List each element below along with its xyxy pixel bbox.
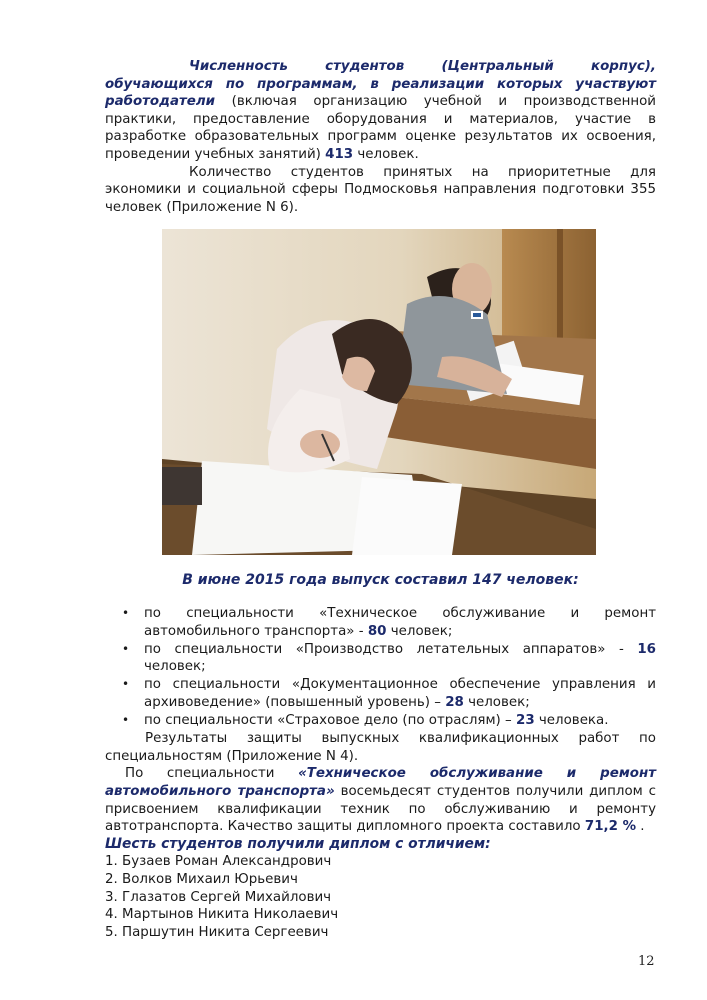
list-item: 4. Мартынов Никита Николаевич bbox=[105, 907, 339, 923]
bullet-suffix: человек; bbox=[386, 623, 453, 639]
intro-paragraph-2: Количество студентов принятых на приоритетные для экономики и социальной сферы Подмосковья направления подготовки 355 человек (Приложение N 6). bbox=[105, 164, 656, 215]
page-number: 12 bbox=[638, 954, 655, 969]
quality-value: 71,2 % bbox=[584, 819, 637, 835]
results-paragraph: Результаты защиты выпускных квалификационных работ по специальностям (Приложение N 4). bbox=[105, 731, 656, 764]
list-item: 2. Волков Михаил Юрьевич bbox=[105, 871, 298, 887]
bullet-icon: • bbox=[122, 606, 130, 620]
intro-lead: Численность студентов (Центральный корпус), обучающихся по программам, в реализации которых участвуют работодатели bbox=[105, 59, 656, 110]
bullet-count: 28 bbox=[445, 694, 464, 710]
graduation-heading: В июне 2015 года выпуск составил 147 человек: bbox=[182, 572, 579, 588]
list-item: 3. Глазатов Сергей Михайлович bbox=[105, 889, 332, 905]
bullet-suffix: человека. bbox=[534, 713, 609, 729]
list-item: 1. Бузаев Роман Александрович bbox=[105, 854, 332, 870]
bullet-text: по специальности «Производство летательных аппаратов» - bbox=[144, 641, 638, 657]
intro-rest: (включая организацию учебной и производственной практики, предоставление оборудования и материалов, участие в разработке образовательных программ оценке результатов их освоения, проведении учебных занятий) bbox=[105, 94, 656, 162]
list-item bbox=[105, 605, 656, 640]
honors-heading: Шесть студентов получили диплом с отличием: bbox=[105, 835, 491, 852]
graduation-block bbox=[105, 605, 656, 941]
specialties-list bbox=[105, 605, 656, 730]
bullet-suffix: человек; bbox=[144, 659, 206, 675]
bullet-icon: • bbox=[122, 677, 130, 692]
list-item: 5. Паршутин Никита Сергеевич bbox=[105, 924, 329, 940]
bullet-text: по специальности «Документационное обеспечение управления и архивоведение» (повышенный уровень) – bbox=[144, 677, 656, 710]
intro-block bbox=[105, 58, 656, 216]
bullet-count: 16 bbox=[637, 641, 656, 657]
honors-list bbox=[105, 853, 656, 941]
bullet-count: 80 bbox=[367, 623, 387, 639]
bullet-text: по специальности «Техническое обслуживание и ремонт автомобильного транспорта» - bbox=[144, 606, 656, 639]
list-item bbox=[105, 641, 656, 676]
intro-count: 413 bbox=[325, 146, 354, 162]
specialty-paragraph bbox=[105, 765, 656, 835]
list-item bbox=[105, 712, 656, 730]
intro-count-suffix: человек. bbox=[353, 146, 419, 162]
specialty-rest: восемьдесят студентов получили диплом с присвоением квалификации техник по обслуживанию и ремонту автотранспорта. Качество защиты дипломного проекта составило bbox=[105, 783, 657, 835]
specialty-name: «Техническое обслуживание и ремонт автомобильного транспорта» bbox=[105, 766, 656, 799]
specialty-lead: По специальности bbox=[125, 766, 299, 782]
bullet-icon: • bbox=[122, 713, 130, 728]
bullet-count: 23 bbox=[516, 713, 535, 729]
quality-suffix: . bbox=[636, 819, 645, 835]
intro-paragraph bbox=[105, 58, 656, 164]
list-item bbox=[105, 676, 656, 711]
bullet-suffix: человек; bbox=[463, 694, 530, 710]
bullet-text: по специальности «Страховое дело (по отраслям) – bbox=[144, 713, 516, 729]
bullet-icon: • bbox=[122, 641, 130, 656]
exam-photo bbox=[162, 229, 596, 555]
